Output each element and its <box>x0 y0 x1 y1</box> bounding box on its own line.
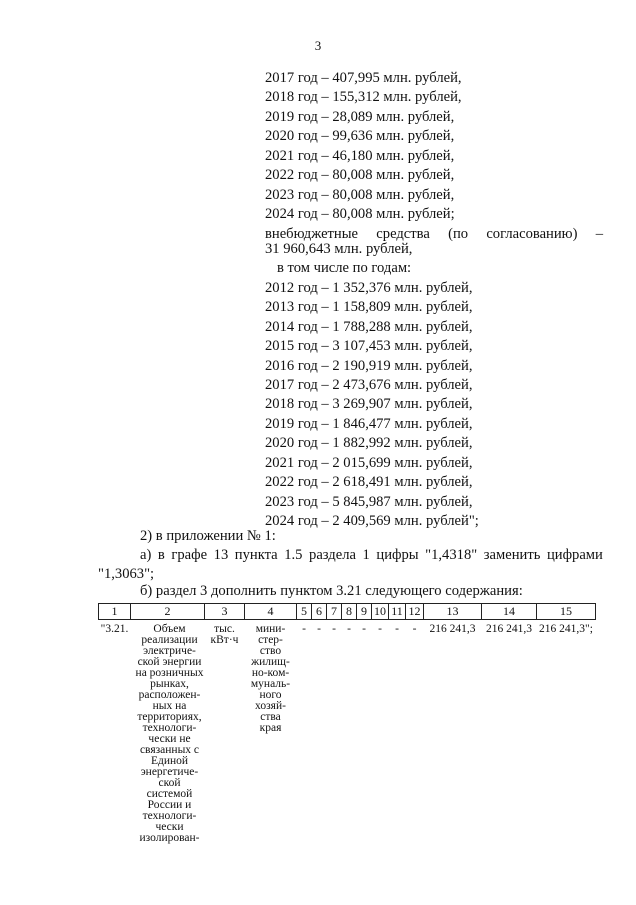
column-header: 5 <box>297 604 312 620</box>
column-header: 10 <box>372 604 389 620</box>
dash-cell: - <box>412 623 417 635</box>
para-word: 1.5 <box>284 547 303 563</box>
column-header: 3 <box>205 604 245 620</box>
financing-block <box>265 69 605 532</box>
paragraph-a-line1 <box>140 546 603 565</box>
budget-line: 2016 год – 2 190,919 млн. рублей, <box>265 357 473 374</box>
para-word: пункта <box>234 547 278 563</box>
dash-cell: - <box>302 623 306 635</box>
column-header: 14 <box>482 604 537 620</box>
budget-line: 2024 год – 80,008 млн. рублей; <box>265 206 455 223</box>
para-word: цифры <box>376 547 419 563</box>
budget-line: 2015 год – 3 107,453 млн. рублей, <box>265 338 473 355</box>
dash-cell: - <box>317 623 321 635</box>
column-header: 15 <box>537 604 596 620</box>
para-word: графе <box>171 547 208 563</box>
item-description-cell: Объем реализации электриче- ской энергии на розничных рынках, расположен- ных на территориях, технологи- чески не связанных с Единой энергетиче- ской системой России и технологи- чески изолирован- <box>135 623 204 844</box>
para-word: а) <box>140 547 152 563</box>
extrabudget-total: 31 960,643 млн. рублей, <box>265 240 413 257</box>
extrabudget-word: внебюджетные <box>265 225 359 242</box>
budget-line: 2019 год – 28,089 млн. рублей, <box>265 108 455 125</box>
table-row <box>99 620 596 845</box>
column-header: 7 <box>327 604 342 620</box>
column-header: 6 <box>312 604 327 620</box>
para-word: 13 <box>213 547 229 563</box>
para-word: цифрами <box>546 547 603 563</box>
program-table <box>98 603 596 844</box>
value-cell-15: 216 241,3"; <box>539 623 593 635</box>
extrabudget-word: – <box>595 225 603 242</box>
by-years-label: в том числе по годам: <box>277 260 412 277</box>
dash-cell: - <box>332 623 336 635</box>
para-word: 1 <box>362 547 370 563</box>
budget-line: 2021 год – 46,180 млн. рублей, <box>265 147 455 164</box>
column-header: 1 <box>99 604 131 620</box>
column-header: 13 <box>424 604 482 620</box>
budget-line: 2024 год – 2 409,569 млн. рублей"; <box>265 513 479 530</box>
table-header-row <box>99 604 596 620</box>
column-header: 11 <box>389 604 406 620</box>
para-word: "1,4318" <box>425 547 478 563</box>
budget-line: 2021 год – 2 015,699 млн. рублей, <box>265 454 473 471</box>
column-header: 12 <box>406 604 424 620</box>
budget-line: 2023 год – 80,008 млн. рублей, <box>265 186 455 203</box>
para-word: раздела <box>309 547 356 563</box>
budget-line: 2013 год – 1 158,809 млн. рублей, <box>265 299 473 316</box>
budget-line: 2017 год – 407,995 млн. рублей, <box>265 70 462 86</box>
responsible-cell: мини- стер- ство жилищ- но-ком- муналь- ного хозяй- ства края <box>250 623 291 734</box>
value-cell-13: 216 241,3 <box>429 623 476 635</box>
extrabudget-word: средства <box>376 225 430 242</box>
unit-cell: тыс. кВт·ч <box>210 623 239 646</box>
paragraph-a-line2: "1,3063"; <box>98 566 155 582</box>
extrabudget-word: согласованию) <box>486 225 578 242</box>
para-word: в <box>157 547 165 563</box>
dash-cell: - <box>347 623 351 635</box>
appendix-paragraph: 2) в приложении № 1: <box>140 528 276 544</box>
paragraph-b: б) раздел 3 дополнить пунктом 3.21 следующего содержания: <box>140 583 523 599</box>
budget-line: 2020 год – 99,636 млн. рублей, <box>265 128 455 145</box>
dash-cell: - <box>378 623 382 635</box>
page-number: 3 <box>314 38 322 53</box>
budget-line: 2018 год – 3 269,907 млн. рублей, <box>265 396 473 413</box>
budget-line: 2012 год – 1 352,376 млн. рублей, <box>265 279 473 296</box>
column-header: 4 <box>245 604 297 620</box>
dash-cell: - <box>362 623 366 635</box>
budget-line: 2022 год – 2 618,491 млн. рублей, <box>265 474 473 491</box>
budget-line: 2022 год – 80,008 млн. рублей, <box>265 167 455 184</box>
budget-line: 2023 год – 5 845,987 млн. рублей, <box>265 493 473 510</box>
column-header: 2 <box>131 604 205 620</box>
column-header: 9 <box>357 604 372 620</box>
item-number-cell: "3.21. <box>100 623 129 635</box>
budget-line: 2014 год – 1 788,288 млн. рублей, <box>265 318 473 335</box>
budget-line: 2019 год – 1 846,477 млн. рублей, <box>265 415 473 432</box>
column-header: 8 <box>342 604 357 620</box>
budget-line: 2017 год – 2 473,676 млн. рублей, <box>265 377 473 393</box>
value-cell-14: 216 241,3 <box>486 623 532 635</box>
budget-line: 2018 год – 155,312 млн. рублей, <box>265 89 462 106</box>
budget-line: 2020 год – 1 882,992 млн. рублей, <box>265 435 473 452</box>
dash-cell: - <box>395 623 399 635</box>
para-word: заменить <box>483 547 541 563</box>
extrabudget-word: (по <box>448 225 469 242</box>
